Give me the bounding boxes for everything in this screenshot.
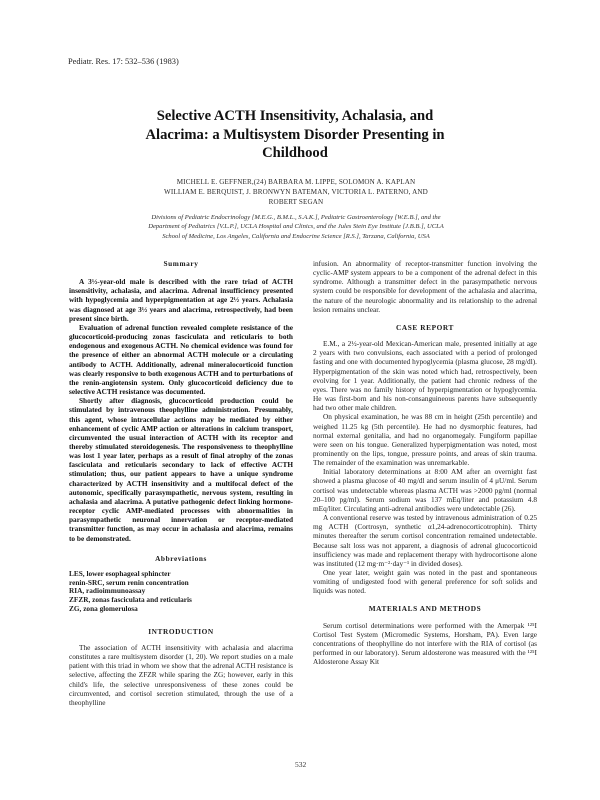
left-column [69, 259, 293, 707]
page-number: 532 [295, 760, 307, 769]
abbreviations-list [69, 570, 293, 614]
case-paragraph: E.M., a 2½-year-old Mexican-American male, presented initially at age 2 years with two convulsions, each associated with a period of prolonged fasting and one with documented hypoglycemia (plasma glucose, 28 mg/dl). Hyperpigmentation of the skin was noted which had, retrospectively, been evolving for 1 year. Additionally, the patient had chronic redness of the eyes. There was no family history of hyperpigmentation or hypoglycemia. He was first-born and his non-consanguineous parents have subsequently had two other male children. [313, 339, 537, 413]
abbreviation-item: RIA, radioimmunoassay [69, 586, 146, 596]
case-paragraph: A conventional reserve was tested by intravenous administration of 0.25 mg ACTH (Cortrosyn, synthetic α1,24-adrenocorticotrophin). Thirty minutes thereafter the serum cortisol concentration remained undetectable. Because salt loss was not apparent, a diagnosis of adrenal glucocorticoid insufficiency was made and replacement therapy with hydrocortisone alone was instituted (12 mg·m⁻²·day⁻¹ in divided doses). [313, 513, 537, 568]
abbreviation-item: renin-SRC, serum renin concentration [69, 577, 189, 587]
right-column [313, 259, 537, 666]
abbreviation-item: ZFZR, zonas fasciculata and reticularis [69, 595, 192, 605]
summary-paragraph: Evaluation of adrenal function revealed complete resistance of the glucocorticoid-producing zonas fasciculata and reticularis to both endogenous and exogenous ACTH. No chemical evidence was found for the presence of either an abnormal ACTH molecule or a circulating antibody to ACTH. Additionally, adrenal mineralocorticoid function was clearly responsive to both exogenous ACTH and to perturbations of the renin-angiotensin system. Only glucocorticoid deficiency due to selective ACTH resistance was documented. [69, 322, 293, 397]
title-line: Selective ACTH Insensitivity, Achalasia, and [156, 108, 434, 124]
title-line: Alacrima: a Multisystem Disorder Presenting in [145, 126, 445, 143]
affiliation-line: Divisions of Pediatric Endocrinology [M.E.G., B.M.L., S.A.K.], Pediatric Gastroenterology [W.E.B.], and the [151, 214, 441, 221]
methods-paragraph: Serum cortisol determinations were performed with the Amerpak ¹²⁵I Cortisol Test System (Micromedic Systems, Horsham, PA). Even large concentrations of theophylline do not interfere with the RIA of cortisol (as performed in our laboratory). Serum aldosterone was measured with the ¹²⁵I Aldosterone Assay Kit [313, 620, 537, 667]
journal-citation: Pediatr. Res. 17: 532–536 (1983) [68, 57, 179, 66]
introduction-heading: INTRODUCTION [148, 626, 214, 636]
affiliation-line: School of Medicine, Los Angeles, California and Endocrine Science [R.S.], Tarzana, California, USA [162, 232, 430, 240]
summary-body [69, 277, 293, 543]
author-line: ROBERT SEGAN [268, 198, 324, 207]
introduction-continued: infusion. An abnormality of receptor-transmitter function involving the cyclic-AMP system appears to be a component of the adrenal defect in this syndrome. Although a transmitter defect in the parasympathetic nervous system could be responsible for development of the achalasia and alacrima, the nature of the neurologic abnormality and its relationship to the adrenal lesion remains unclear. [313, 259, 537, 314]
abbreviation-item: LES, lower esophageal sphincter [69, 568, 171, 578]
article-title [60, 107, 530, 163]
author-line: WILLIAM E. BERQUIST, J. BRONWYN BATEMAN, VICTORIA L. PATERNO, AND [164, 188, 428, 197]
summary-heading: Summary [163, 259, 199, 268]
title-line: Childhood [262, 145, 328, 162]
affiliation-block [72, 213, 520, 241]
abbreviations-heading: Abbreviations [155, 553, 207, 563]
summary-paragraph: Shortly after diagnosis, glucocorticoid production could be stimulated by intravenous theophylline administration. Presumably, this agent, whose intracellular actions may be mediated by either enhancement of cyclic AMP action or alterations in calcium transport, circumvented the usual interaction of ACTH with its receptor and thereby stimulated steroidogenesis. The responsiveness to theophylline was lost 1 year later, perhaps as a result of final atrophy of the zonas fasciculata and reticularis secondary to lack of effective ACTH stimulation; thus, our patient appears to have a unique syndrome characterized by ACTH insensitivity and a multifocal defect of the autonomic, specifically parasympathetic, nervous system, resulting in achalasia and alacrima. A putative pathogenic defect linking hormone-receptor cyclic AMP-mediated processes with abnormalities in parasympathetic neuronal innervation or receptor-mediated transmitter function, as may occur in achalasia and alacrima, remains to be demonstrated. [69, 396, 293, 543]
author-list [72, 177, 520, 208]
case-paragraph: On physical examination, he was 88 cm in height (25th percentile) and weighed 11.25 kg (5th percentile). He had no dysmorphic features, had normal external genitalia, and had no organomegaly. Fungiform papillae were seen on his tongue. Generalized hyperpigmentation was noted, most prominently on the lips, tongue, pressure points, and areas of skin trauma. The remainder of the examination was unremarkable. [313, 412, 537, 468]
case-paragraph: Initial laboratory determinations at 8:00 AM after an overnight fast showed a plasma glucose of 40 mg/dl and serum insulin of 4 μU/ml. Serum cortisol was undetectable whereas plasma ACTH was >2000 pg/ml (normal 20–100 pg/ml). Serum sodium was 137 mEq/liter and potassium 4.8 mEq/liter. Circulating anti-adrenal antibodies were undetectable (26). [313, 467, 537, 513]
case-paragraph: One year later, weight gain was noted in the past and spontaneous vomiting of undigested food with general preference for soft solids and liquids was noted. [313, 568, 537, 596]
summary-paragraph: A 3½-year-old male is described with the rare triad of ACTH insensitivity, achalasia, and alacrima. Adrenal insufficiency presented with hypoglycemia and hyperpigmentation at age 2½ years. Achalasia was diagnosed at age 3½ years and alacrima, retrospectively, had been present since birth. [69, 277, 293, 323]
case-report-heading: CASE REPORT [395, 322, 455, 332]
methods-heading: MATERIALS AND METHODS [368, 604, 482, 614]
abbreviation-item: ZG, zona glomerulosa [69, 604, 138, 614]
introduction-paragraph: The association of ACTH insensitivity with achalasia and alacrima constitutes a rare multisystem disorder (1, 20). We report studies on a male patient with this triad in whom we show that the adrenal ACTH resistance is selective, affecting the ZFZR while sparing the ZG; however, early in this child's life, the selective unresponsiveness of these zones could be circumvented, and cortisol secretion stimulated, through the use of a theophylline [69, 642, 293, 707]
affiliation-line: Department of Pediatrics [V.L.P.], UCLA Hospital and Clinics, and the Jules Stein Eye Institute [J.B.B.], UCLA [148, 223, 444, 231]
author-line: MICHELL E. GEFFNER,(24) BARBARA M. LIPPE, SOLOMON A. KAPLAN [176, 178, 416, 186]
